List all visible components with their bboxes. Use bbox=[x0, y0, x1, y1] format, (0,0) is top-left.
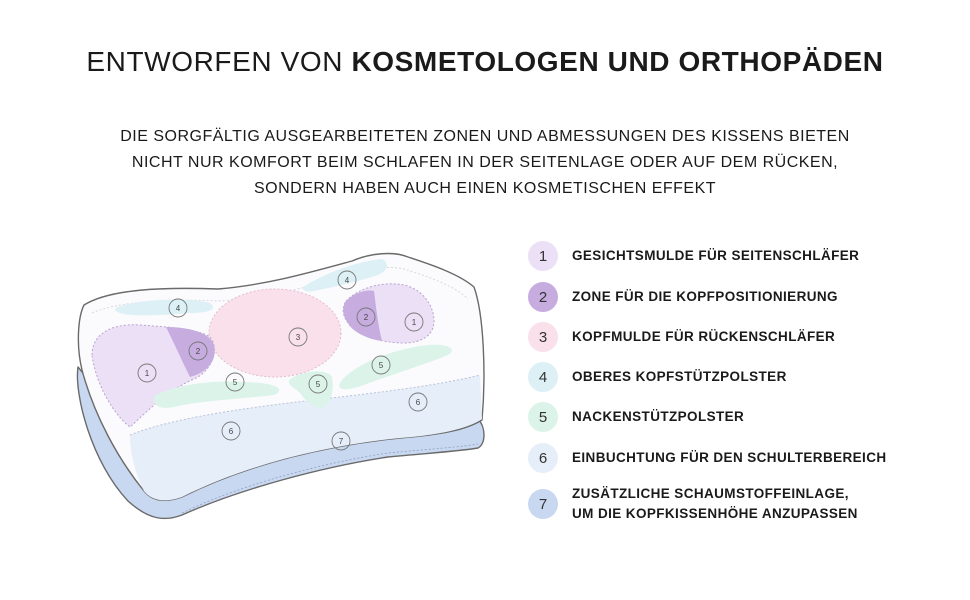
legend-item-3 bbox=[528, 322, 835, 352]
svg-text:4: 4 bbox=[344, 276, 350, 285]
legend-item-7 bbox=[528, 484, 858, 524]
svg-text:4: 4 bbox=[175, 304, 181, 313]
svg-text:6: 6 bbox=[228, 427, 234, 436]
svg-text:5: 5 bbox=[315, 380, 321, 389]
svg-text:6: 6 bbox=[415, 398, 421, 407]
svg-text:2: 2 bbox=[195, 347, 201, 356]
legend-badge-2: 2 bbox=[528, 282, 558, 312]
legend-label-4: OBERES KOPFSTÜTZPOLSTER bbox=[572, 369, 787, 384]
legend-item-6 bbox=[528, 443, 887, 473]
legend-badge-1: 1 bbox=[528, 241, 558, 271]
description bbox=[60, 124, 910, 202]
svg-text:7: 7 bbox=[338, 437, 344, 446]
svg-text:1: 1 bbox=[411, 318, 417, 327]
svg-text:5: 5 bbox=[232, 378, 238, 387]
svg-text:3: 3 bbox=[295, 333, 301, 342]
zone-3-area bbox=[209, 289, 341, 377]
legend-label-5: NACKENSTÜTZPOLSTER bbox=[572, 409, 745, 424]
pillow-illustration bbox=[70, 245, 500, 535]
title-prefix: ENTWORFEN VON bbox=[86, 46, 344, 77]
title-emphasis: KOSMETOLOGEN UND ORTHOPÄDEN bbox=[351, 46, 884, 77]
svg-text:1: 1 bbox=[144, 369, 150, 378]
description-line: SONDERN HABEN AUCH EINEN KOSMETISCHEN EFFEKT bbox=[253, 180, 717, 197]
legend-item-5 bbox=[528, 402, 744, 432]
description-line: NICHT NUR KOMFORT BEIM SCHLAFEN IN DER SEITENLAGE ODER AUF DEM RÜCKEN, bbox=[131, 154, 839, 171]
legend-label-2: ZONE FÜR DIE KOPFPOSITIONIERUNG bbox=[572, 289, 838, 304]
legend-badge-6: 6 bbox=[528, 443, 558, 473]
svg-text:5: 5 bbox=[378, 361, 384, 370]
legend-item-4 bbox=[528, 362, 787, 392]
legend-label-7: ZUSÄTZLICHE SCHAUMSTOFFEINLAGE, UM DIE KOPFKISSENHÖHE ANZUPASSEN bbox=[572, 486, 858, 521]
svg-text:2: 2 bbox=[363, 313, 369, 322]
legend-item-2 bbox=[528, 282, 838, 312]
legend-item-1 bbox=[528, 241, 859, 271]
legend-badge-7: 7 bbox=[528, 489, 558, 519]
page-title bbox=[0, 44, 970, 80]
legend-badge-5: 5 bbox=[528, 402, 558, 432]
legend-label-6: EINBUCHTUNG FÜR DEN SCHULTERBEREICH bbox=[572, 450, 887, 465]
legend-label-3: KOPFMULDE FÜR RÜCKENSCHLÄFER bbox=[572, 329, 836, 344]
legend-badge-3: 3 bbox=[528, 322, 558, 352]
legend-badge-4: 4 bbox=[528, 362, 558, 392]
description-line: DIE SORGFÄLTIG AUSGEARBEITETEN ZONEN UND ABMESSUNGEN DES KISSENS BIETEN bbox=[120, 128, 850, 145]
legend-label-1: GESICHTSMULDE FÜR SEITENSCHLÄFER bbox=[572, 248, 860, 263]
